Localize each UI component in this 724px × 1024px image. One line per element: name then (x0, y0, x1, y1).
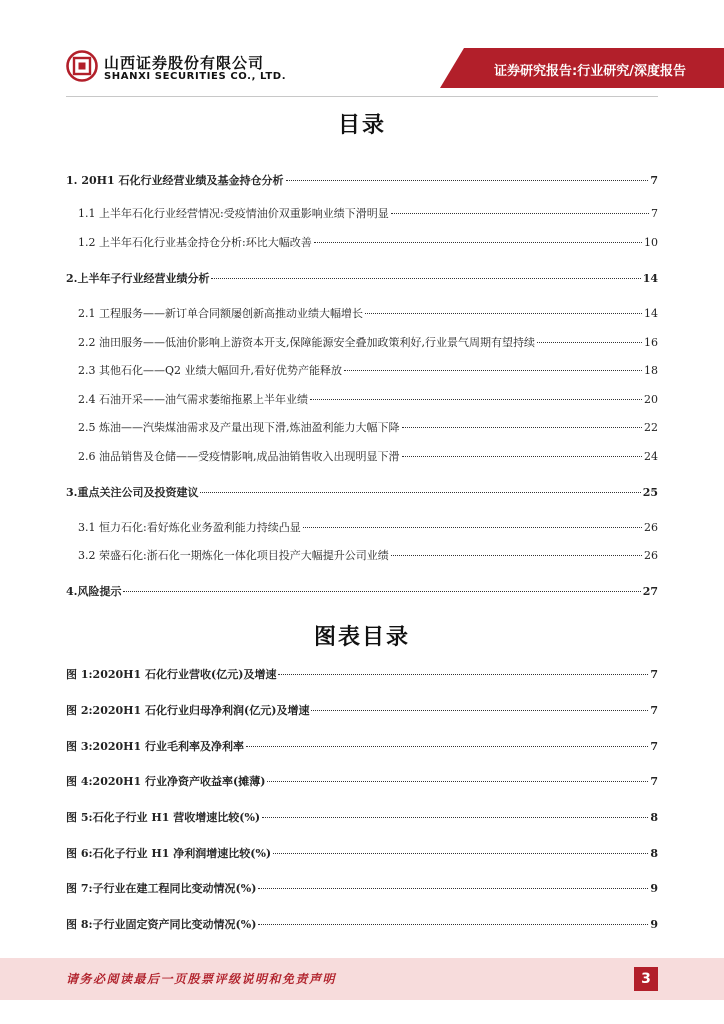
figure-entry-8[interactable]: 图 8:子行业固定资产同比变动情况(%) 9 (66, 918, 658, 931)
report-type-label: 证券研究报告:行业研究/深度报告 (494, 64, 686, 79)
toc-entry-2-4[interactable]: 2.4 石油开采——油气需求萎缩拖累上半年业绩 20 (78, 393, 658, 406)
page-footer (0, 958, 724, 1000)
page-number: 3 (634, 967, 658, 991)
figure-entry-4[interactable]: 图 4:2020H1 行业净资产收益率(摊薄) 7 (66, 775, 658, 788)
toc-entry-2-3[interactable]: 2.3 其他石化——Q2 业绩大幅回升,看好优势产能释放 18 (78, 364, 658, 377)
report-type-banner (440, 48, 724, 88)
toc-entry-2-6[interactable]: 2.6 油品销售及仓储——受疫情影响,成品油销售收入出现明显下滑 24 (78, 450, 658, 463)
toc-entry-1-2[interactable]: 1.2 上半年石化行业基金持仓分析:环比大幅改善 10 (78, 236, 658, 249)
disclaimer-text: 请务必阅读最后一页股票评级说明和免责声明 (66, 972, 337, 986)
figure-entry-3[interactable]: 图 3:2020H1 行业毛利率及净利率 7 (66, 740, 658, 753)
toc-title: 目录 (337, 112, 386, 138)
toc-entry-1-1[interactable]: 1.1 上半年石化行业经营情况:受疫情油价双重影响业绩下滑明显 7 (78, 207, 658, 220)
company-logo-icon (66, 50, 98, 82)
figure-entry-6[interactable]: 图 6:石化子行业 H1 净利润增速比较(%) 8 (66, 847, 658, 860)
toc-entry-4[interactable]: 4.风险提示 27 (66, 585, 658, 598)
toc-entry-2-1[interactable]: 2.1 工程服务——新订单合同额屡创新高推动业绩大幅增长 14 (78, 307, 658, 320)
toc-entry-2-2[interactable]: 2.2 油田服务——低油价影响上游资本开支,保障能源安全叠加政策利好,行业景气周期有望持续 16 (78, 336, 658, 349)
figure-entry-7[interactable]: 图 7:子行业在建工程同比变动情况(%) 9 (66, 882, 658, 895)
toc-entry-2[interactable]: 2.上半年子行业经营业绩分析 14 (66, 272, 658, 285)
toc-entry-3-2[interactable]: 3.2 荣盛石化:浙石化一期炼化一体化项目投产大幅提升公司业绩 26 (78, 549, 658, 562)
figure-entry-1[interactable]: 图 1:2020H1 石化行业营收(亿元)及增速 7 (66, 668, 658, 681)
toc-entry-2-5[interactable]: 2.5 炼油——汽柴煤油需求及产量出现下滑,炼油盈利能力大幅下降 22 (78, 421, 658, 434)
company-name-cn: 山西证券股份有限公司 (104, 54, 265, 72)
figure-entry-5[interactable]: 图 5:石化子行业 H1 营收增速比较(%) 8 (66, 811, 658, 824)
page-header (0, 0, 724, 100)
figure-entry-2[interactable]: 图 2:2020H1 石化行业归母净利润(亿元)及增速 7 (66, 704, 658, 717)
company-name-en: SHANXI SECURITIES CO., LTD. (104, 71, 287, 82)
toc-entry-1[interactable]: 1. 20H1 石化行业经营业绩及基金持仓分析 7 (66, 174, 658, 187)
toc-entry-3[interactable]: 3.重点关注公司及投资建议 25 (66, 486, 658, 499)
header-divider (66, 96, 658, 97)
figures-title: 图表目录 (313, 624, 410, 650)
toc-entry-3-1[interactable]: 3.1 恒力石化:看好炼化业务盈利能力持续凸显 26 (78, 521, 658, 534)
